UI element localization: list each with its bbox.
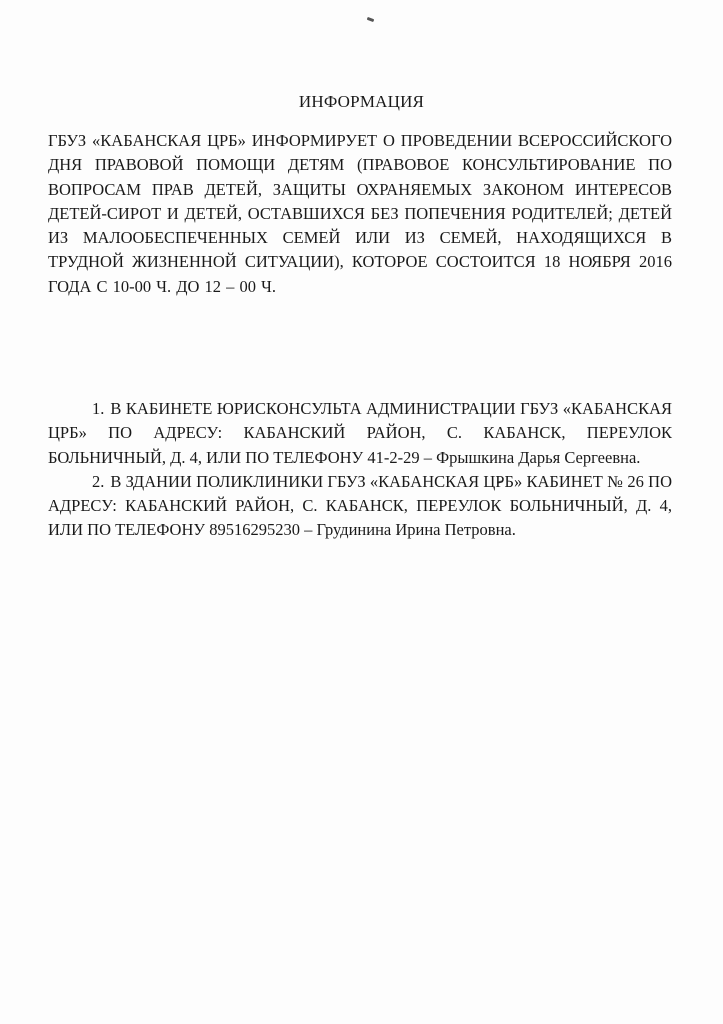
- list-item: [48, 470, 672, 543]
- scan-speck: [367, 17, 375, 22]
- list-item: [48, 397, 672, 470]
- list-item-number: 1.: [92, 399, 105, 418]
- document-title: ИНФОРМАЦИЯ: [298, 92, 425, 111]
- list-item-number: 2.: [92, 471, 105, 491]
- intro-paragraph: ГБУЗ «КАБАНСКАЯ ЦРБ» ИНФОРМИРУЕТ О ПРОВЕДЕНИИ ВСЕРОССИЙСКОГО ДНЯ ПРАВОВОЙ ПОМОЩИ ДЕТЯМ (ПРАВОВОЕ КОНСУЛЬТИРОВАНИЕ ПО ВОПРОСАМ ПРАВ ДЕТЕЙ, ЗАЩИТЫ ОХРАНЯЕМЫХ ЗАКОНОМ ИНТЕРЕСОВ ДЕТЕЙ-СИРОТ И ДЕТЕЙ, ОСТАВШИХСЯ БЕЗ ПОПЕЧЕНИЯ РОДИТЕЛЕЙ; ДЕТЕЙ ИЗ МАЛООБЕСПЕЧЕННЫХ СЕМЕЙ ИЛИ ИЗ СЕМЕЙ, НАХОДЯЩИХСЯ В ТРУДНОЙ ЖИЗНЕННОЙ СИТУАЦИИ), КОТОРОЕ СОСТОИТСЯ 18 НОЯБРЯ 2016 ГОДА С 10-00 Ч. ДО 12 – 00 Ч.: [48, 131, 672, 296]
- list-item-text: В ЗДАНИИ ПОЛИКЛИНИКИ ГБУЗ «КАБАНСКАЯ ЦРБ» КАБИНЕТ № 26 ПО АДРЕСУ: КАБАНСКИЙ РАЙОН, С. КАБАНСК, ПЕРЕУЛОК БОЛЬНИЧНЫЙ, Д. 4, ИЛИ ПО ТЕЛЕФОНУ 89516295230 – Грудинина Ирина Петровна.: [48, 471, 672, 540]
- consultation-list: [48, 397, 672, 543]
- list-item-text: В КАБИНЕТЕ ЮРИСКОНСУЛЬТА АДМИНИСТРАЦИИ ГБУЗ «КАБАНСКАЯ ЦРБ» ПО АДРЕСУ: КАБАНСКИЙ РАЙОН, С. КАБАНСК, ПЕРЕУЛОК БОЛЬНИЧНЫЙ, Д. 4, ИЛИ ПО ТЕЛЕФОНУ 41-2-29 – Фрышкина Дарья Сергеевна.: [48, 399, 672, 467]
